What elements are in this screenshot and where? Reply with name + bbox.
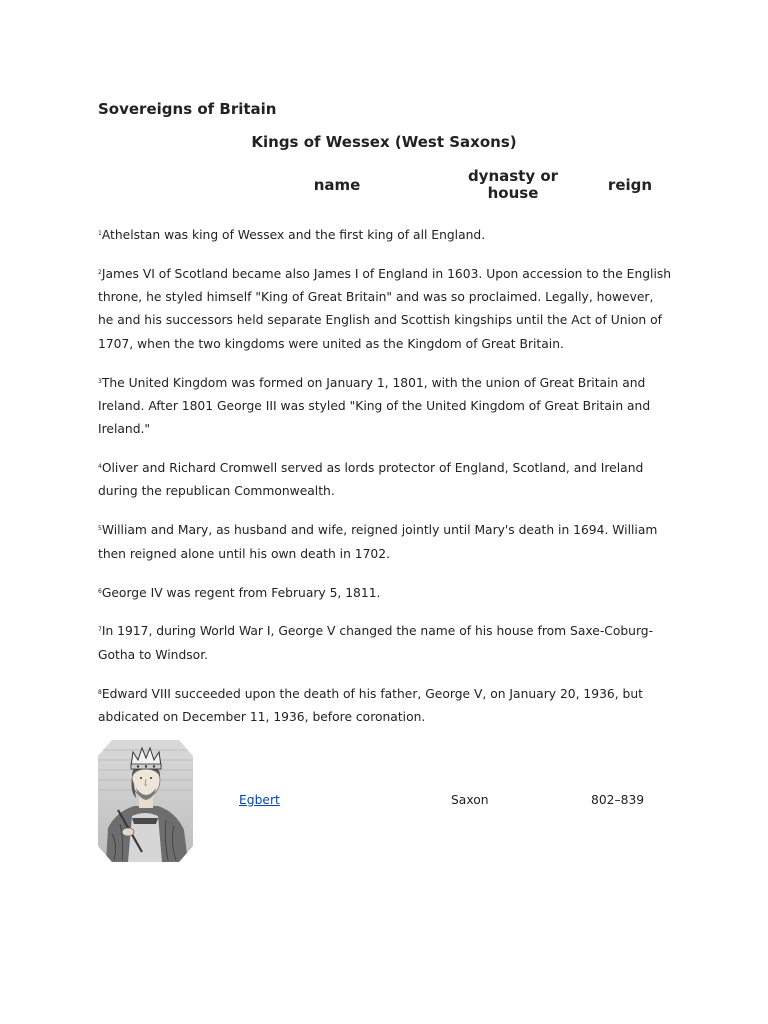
- footnote-text: George IV was regent from February 5, 1811.: [101, 585, 381, 600]
- page-title: Sovereigns of Britain: [98, 100, 277, 118]
- table-caption: Kings of Wessex (West Saxons): [251, 133, 517, 151]
- footnote-marker: 8: [98, 688, 102, 696]
- footnote-text: In 1917, during World War I, George V changed the name of his house from Saxe-Coburg-Gotha to Windsor.: [98, 624, 654, 662]
- footnote-text: James VI of Scotland became also James I of England in 1603. Upon accession to the English throne, he styled himself "King of Great Britain" and was so proclaimed. Legally, however, he and his successors held separate English and Scottish kingships until the Act of Union of 1707, when the two kingdoms were united as the Kingdom of Great Britain.: [98, 266, 672, 351]
- column-header-reign: reign: [607, 176, 653, 194]
- footnote: [98, 620, 672, 667]
- footnote-marker: 4: [98, 463, 102, 471]
- king-name-cell: [239, 792, 280, 808]
- reign-cell: 802–839: [591, 793, 645, 807]
- footnote-marker: 6: [98, 587, 102, 595]
- column-header-name: name: [313, 176, 361, 194]
- footnote: [98, 372, 672, 442]
- footnote-marker: 1: [98, 230, 102, 237]
- footnote: [98, 683, 672, 730]
- footnote: [98, 519, 672, 566]
- footnote: [98, 582, 672, 605]
- footnote-marker: 7: [98, 626, 102, 634]
- column-header-dynasty: dynasty or house: [467, 167, 559, 202]
- crowned-king-engraving-icon: [98, 740, 193, 862]
- table-row: [98, 740, 672, 862]
- footnote-text: Athelstan was king of Wessex and the first king of all England.: [101, 228, 486, 242]
- king-name-link[interactable]: Egbert: [239, 793, 280, 807]
- footnote-marker: 2: [98, 268, 102, 276]
- footnote-text: William and Mary, as husband and wife, reigned jointly until Mary's death in 1694. William then reigned alone until his own death in 1702.: [98, 523, 658, 561]
- footnote-marker: 5: [98, 525, 102, 533]
- footnote: [98, 263, 672, 356]
- footnote-marker: 3: [98, 377, 102, 385]
- footnote: [98, 224, 672, 247]
- footnotes: [98, 224, 672, 745]
- footnote: [98, 457, 672, 504]
- footnote-text: Oliver and Richard Cromwell served as lords protector of England, Scotland, and Ireland during the republican Commonwealth.: [98, 461, 644, 499]
- footnote-text: The United Kingdom was formed on January 1, 1801, with the union of Great Britain and Ireland. After 1801 George III was styled "King of the United Kingdom of Great Britain and Ireland.": [98, 375, 651, 437]
- dynasty-cell: Saxon: [451, 793, 489, 807]
- footnote-text: Edward VIII succeeded upon the death of his father, George V, on January 20, 1936, but abdicated on December 11, 1936, before coronation.: [98, 686, 643, 724]
